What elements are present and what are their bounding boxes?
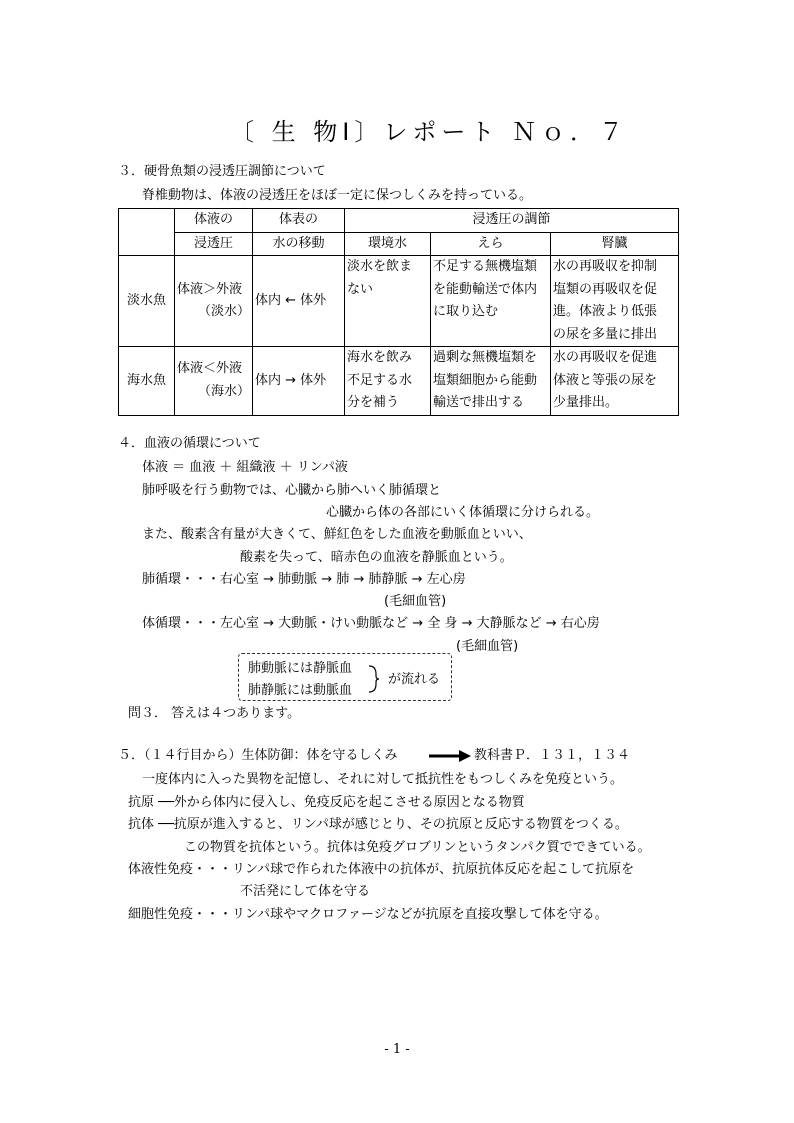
header-osm-2: 浸透圧 [175, 232, 253, 256]
capillary-note-1: (毛細血管) [384, 594, 447, 609]
pulmonary-circulation: 肺循環・・・右心室 → 肺動脈 → 肺 → 肺静脈 → 左心房 [142, 572, 466, 587]
header-gill: えら [431, 232, 551, 256]
header-kidney: 腎臓 [551, 232, 679, 256]
antigen-definition: 抗原 ──外から体内に侵入し、免疫反応を起こさせる原因となる物質 [128, 795, 525, 810]
seawater-env-1: 海水を飲み [347, 350, 413, 365]
section4-line4: 酸素を失って、暗赤色の血液を静脈血という。 [240, 550, 513, 565]
freshwater-osm-1: 体液＞外液 [177, 281, 243, 297]
seawater-osm [175, 347, 253, 416]
freshwater-kidney-4: の尿を多量に排出 [553, 326, 658, 342]
bold-arrow-icon [429, 750, 471, 762]
freshwater-env-1: 淡水を飲ま [347, 259, 413, 274]
page-title: 〔 生 物Ⅰ〕レポート Ｎｏ．７ [230, 118, 628, 146]
right-brace-icon [366, 664, 380, 694]
seawater-env-3: 分を補う [347, 395, 400, 410]
seawater-gill [431, 347, 551, 416]
seawater-kidney-3: 少量排出。 [553, 395, 619, 410]
header-regulation: 浸透圧の調節 [345, 209, 679, 233]
humoral-immunity-2: 不活発にして体を守る [240, 884, 371, 899]
freshwater-kidney [551, 256, 679, 347]
freshwater-fish-label: 淡水魚 [119, 256, 175, 347]
antibody-definition-2: この物質を抗体という。抗体は免疫グロブリンというタンパク質でできている。 [184, 840, 651, 855]
freshwater-gill [431, 256, 551, 347]
question-3: 問３． 答えは４つあります。 [128, 706, 301, 721]
section5-heading: ５．（１４行目から）生体防御：体を守るしくみ [118, 748, 398, 763]
header-water-1: 体表の [253, 209, 345, 233]
table-row [119, 347, 679, 416]
humoral-immunity: 体液性免疫・・・リンパ球で作られた体液中の抗体が、抗原抗体反応を起こして抗原を [128, 862, 635, 877]
seawater-kidney-2: 体液と等張の尿を [553, 372, 658, 388]
osmoregulation-table [118, 208, 679, 416]
section4-heading: ４．血液の循環について [118, 436, 261, 451]
cellular-immunity: 細胞性免疫・・・リンパ球やマクロファージなどが抗原を直接攻撃して体を守る。 [128, 907, 608, 922]
seawater-kidney [551, 347, 679, 416]
table-corner [119, 209, 175, 256]
freshwater-gill-1: 不足する無機塩類 [433, 259, 538, 274]
seawater-osm-2: （海水） [197, 383, 250, 399]
note-box-line2: 肺静脈には動脈血 [248, 683, 353, 698]
seawater-osm-1: 体液＜外液 [177, 361, 243, 377]
section4-line3: また、酸素含有量が大きくて、鮮紅色をした血液を動脈血といい、 [142, 527, 532, 542]
freshwater-osm [175, 256, 253, 347]
freshwater-kidney-2: 塩類の再吸収を促 [553, 281, 658, 297]
seawater-env [345, 347, 431, 416]
seawater-gill-1: 過剰な無機塩類を [433, 350, 538, 365]
systemic-circulation: 体循環・・・左心室 → 大動脈・けい動脈など → 全 身 → 大静脈など → 右心房 [142, 616, 600, 631]
freshwater-gill-2: を能動輸送で体内 [433, 281, 538, 297]
freshwater-kidney-3: 進。体液より低張 [553, 304, 658, 319]
header-water-2: 水の移動 [253, 232, 345, 256]
seawater-kidney-1: 水の再吸収を促進 [553, 350, 658, 365]
section3-intro: 脊椎動物は、体液の浸透圧をほぼ一定に保つしくみを持っている。 [142, 188, 533, 203]
textbook-reference: 教科書Ｐ．１３１，１３４ [474, 748, 631, 763]
seawater-gill-3: 輸送で排出する [433, 395, 525, 410]
seawater-water: 体内 → 体外 [253, 347, 345, 416]
seawater-env-2: 不足する水 [347, 372, 413, 388]
section3-heading: ３．硬骨魚類の浸透圧調節について [118, 164, 326, 179]
section5-line1: 一度体内に入った異物を記憶し、それに対して抵抗性をもつしくみを免疫という。 [142, 772, 624, 787]
body-fluid-formula: 体液 ＝ 血液 ＋ 組織液 ＋ リンパ液 [142, 460, 348, 475]
header-env: 環境水 [345, 232, 431, 256]
freshwater-gill-3: に取り込む [433, 304, 499, 319]
capillary-note-2: (毛細血管) [456, 639, 519, 654]
freshwater-env [345, 256, 431, 347]
section4-line1: 肺呼吸を行う動物では、心臓から肺へいく肺循環と [142, 483, 442, 498]
freshwater-kidney-1: 水の再吸収を抑制 [553, 259, 658, 274]
table-row [119, 256, 679, 347]
seawater-fish-label: 海水魚 [119, 347, 175, 416]
freshwater-water: 体内 ← 体外 [253, 256, 345, 347]
note-box-suffix: が流れる [388, 672, 441, 687]
section4-line2: 心臓から体の各部にいく体循環に分けられる。 [326, 505, 600, 520]
freshwater-env-2: ない [347, 281, 374, 297]
seawater-gill-2: 塩類細胞から能動 [433, 372, 538, 388]
freshwater-osm-2: （淡水） [197, 304, 250, 319]
antibody-definition: 抗体 ──抗原が進入すると、リンパ球が感じとり、その抗原と反応する物質をつくる。 [128, 817, 628, 832]
note-box-line1: 肺動脈には静脈血 [248, 661, 353, 676]
page-number: - 1 - [384, 1042, 410, 1057]
header-osm-1: 体液の [175, 209, 253, 233]
